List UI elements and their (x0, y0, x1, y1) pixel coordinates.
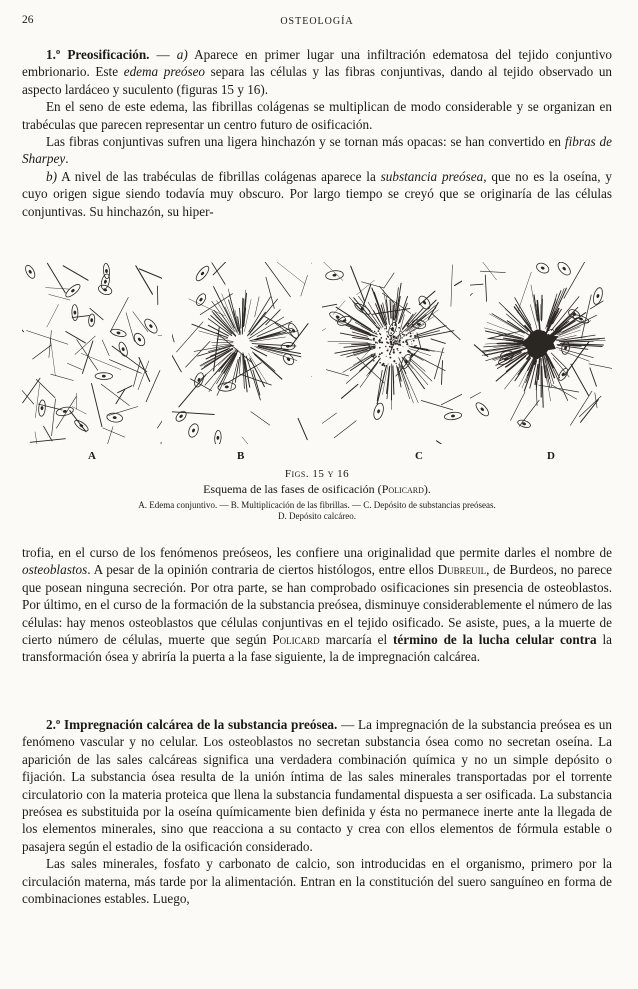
caption-legend: A. Edema conjuntivo. — B. Multiplicación de las fibrillas. — C. Depósito de substancias preóseas. D. Depósito calcáreo. (138, 500, 496, 521)
paragraph: 1.º Preosificación. — a) Aparece en primer lugar una infiltración edematosa del tejido conjuntivo embrionario. Este edema preóseo separa las células y las fibras conjuntivas, dando al tejido observado un aspecto lardáceo y suculento (figuras 15 y 16). (22, 47, 613, 97)
figure-caption (22, 468, 612, 522)
section-heading: Preosificación. (67, 47, 150, 62)
panel-label-b: B (237, 450, 245, 462)
figure-panel-d (470, 262, 612, 444)
continuation-text (22, 544, 612, 666)
caption-main: Esquema de las fases de osificación (Policard). (203, 482, 431, 496)
paragraph: Las sales minerales, fosfato y carbonato de calcio, son introducidas en el organismo, primero por la circulación materna, más tarde por la alimentación. Entran en la constitución del suero sanguíneo en forma de combinaciones estables. Luego, (22, 856, 612, 907)
running-title: OSTEOLOGÍA (280, 16, 354, 27)
paragraph: Las fibras conjuntivas sufren una ligera hinchazón y se tornan más opacas: se han convertido en fibras de Sharpey. (22, 134, 613, 167)
figure-panel-c (322, 262, 462, 444)
panel-d-illustration (470, 262, 612, 444)
caption-title: Figs. 15 y 16 (284, 468, 350, 480)
section-2-text (22, 716, 612, 907)
paragraph: En el seno de este edema, las fibrillas colágenas se multiplican de modo considerable y se organizan en trabéculas que parecen representar un centro futuro de osificación. (22, 99, 612, 132)
paragraph: 2.º Impregnación calcárea de la substancia preósea. — La impregnación de la substancia preósea es un fenómeno vascular y no celular. Los osteoblastos no secretan substancia ósea como no secretan oseína. La aparición de las sales calcáreas significa una verdadera combinación química y no un simple depósito o fijación. La substancia ósea resulta de la unión íntima de las sales minerales transportadas por el torrente circulatorio con la materia proteica que llena la substancia fundamental dispuesta a ser osificada. La substancia preósea es substituida por la oseína químicamente bien definida y ésta no permanece inerte ante la llegada de los elementos minerales, sino que reacciona a su contacto y crea con ellos elementos de fórmula estable o pasajera según el estadio de la osificación considerado. (22, 717, 612, 854)
panel-c-illustration (322, 262, 462, 444)
panel-label-d: D (547, 450, 555, 462)
panel-label-c: C (415, 450, 423, 462)
section-heading: Impregnación calcárea de la substancia preósea. (64, 717, 338, 732)
running-header (22, 14, 612, 30)
page-number: 26 (22, 14, 34, 26)
panel-b-illustration (172, 262, 312, 444)
ossification-figure (22, 262, 612, 462)
figure-panel-a (22, 262, 162, 444)
panel-a-illustration (22, 262, 162, 444)
section-1-text (22, 46, 612, 220)
panel-label-a: A (88, 450, 96, 462)
paragraph: trofia, en el curso de los fenómenos preóseos, les confiere una originalidad que permite darles el nombre de osteoblastos. A pesar de la opinión contraria de ciertos histólogos, entre ellos Dubreuil, de Burdeos, no parece que posean ninguna secreción. Por otra parte, se han comprobado osificaciones sin presencia de osteoblastos. Por último, en el curso de la formación de la substancia preósea, disminuye considerablemente el número de las células: hay menos osteoblastos que células conjuntivas en el tejido osificado. Se asiste, pues, a la muerte de cierto número de células, muerte que según Policard marcaría el término de la lucha celular contra la transformación ósea y abriría la puerta a la fase siguiente, la de impregnación calcárea. (22, 545, 612, 665)
figure-panel-b (172, 262, 312, 444)
paragraph: b) A nivel de las trabéculas de fibrillas colágenas aparece la substancia preósea, que no es la oseína, y cuyo origen sigue siendo todavía muy obscuro. Por largo tiempo se creyó que se originaría de las células conjuntivas. Su hinchazón, su hiper- (22, 168, 612, 219)
